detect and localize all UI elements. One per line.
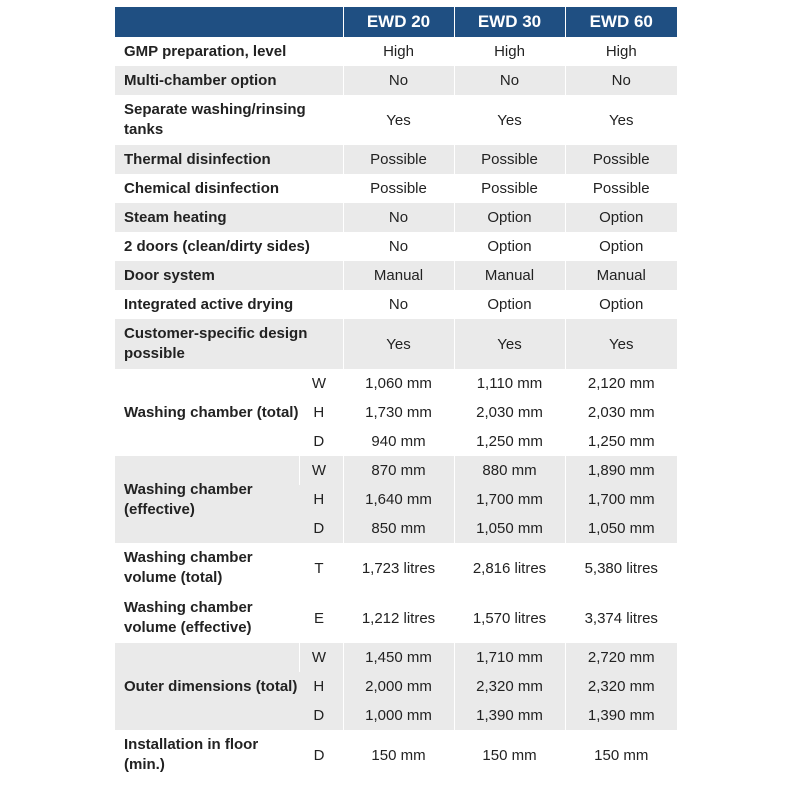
row-label: Chemical disinfection — [115, 174, 343, 203]
cell-value: No — [454, 66, 565, 95]
table-row — [115, 730, 677, 780]
cell-value: 2,320 mm — [454, 672, 565, 701]
cell-value: Yes — [565, 95, 677, 145]
cell-value: 2,120 mm — [565, 369, 677, 398]
cell-value: 1,250 mm — [565, 427, 677, 456]
dimension-letter: W — [299, 456, 343, 485]
cell-value: 1,000 mm — [343, 701, 454, 730]
table-row — [115, 203, 677, 232]
cell-value: High — [565, 37, 677, 66]
cell-value: Possible — [454, 145, 565, 174]
row-label: Integrated active drying — [115, 290, 343, 319]
cell-value: Possible — [565, 174, 677, 203]
row-label: Separate washing/rinsing tanks — [115, 95, 343, 145]
cell-value: 5,380 litres — [565, 543, 677, 593]
cell-value: Manual — [565, 261, 677, 290]
cell-value: Manual — [454, 261, 565, 290]
row-label: Door system — [115, 261, 343, 290]
cell-value: Option — [565, 232, 677, 261]
cell-value: 1,640 mm — [343, 485, 454, 514]
cell-value: 1,110 mm — [454, 369, 565, 398]
row-label: GMP preparation, level — [115, 37, 343, 66]
cell-value: 1,710 mm — [454, 643, 565, 672]
dimension-letter: W — [299, 643, 343, 672]
cell-value: 150 mm — [343, 730, 454, 780]
group-label: Washing chamber volume (effective) — [115, 593, 299, 643]
row-label: Steam heating — [115, 203, 343, 232]
cell-value: 2,030 mm — [454, 398, 565, 427]
cell-value: 1,700 mm — [565, 485, 677, 514]
dimension-letter: H — [299, 398, 343, 427]
table-row — [115, 593, 677, 643]
cell-value: 2,720 mm — [565, 643, 677, 672]
header-ewd60: EWD 60 — [565, 7, 677, 37]
group-label: Washing chamber (effective) — [115, 456, 299, 543]
cell-value: 1,212 litres — [343, 593, 454, 643]
group-label: Washing chamber volume (total) — [115, 543, 299, 593]
table-row — [115, 66, 677, 95]
cell-value: 1,700 mm — [454, 485, 565, 514]
cell-value: 150 mm — [565, 730, 677, 780]
cell-value: 850 mm — [343, 514, 454, 543]
group-label: Outer dimensions (total) — [115, 643, 299, 730]
group-label: Washing chamber (total) — [115, 369, 299, 456]
cell-value: Option — [565, 203, 677, 232]
cell-value: Yes — [343, 95, 454, 145]
cell-value: Option — [565, 290, 677, 319]
cell-value: 1,450 mm — [343, 643, 454, 672]
cell-value: 1,723 litres — [343, 543, 454, 593]
spec-table — [115, 7, 677, 780]
cell-value: 880 mm — [454, 456, 565, 485]
header-corner — [115, 7, 343, 37]
cell-value: 1,050 mm — [565, 514, 677, 543]
dimension-letter: D — [299, 514, 343, 543]
dimension-letter: H — [299, 485, 343, 514]
cell-value: 1,250 mm — [454, 427, 565, 456]
table-row — [115, 369, 677, 398]
dimension-letter: E — [299, 593, 343, 643]
cell-value: Possible — [343, 145, 454, 174]
cell-value: Option — [454, 232, 565, 261]
table-row — [115, 145, 677, 174]
cell-value: No — [565, 66, 677, 95]
cell-value: No — [343, 203, 454, 232]
table-row — [115, 319, 677, 369]
cell-value: Yes — [454, 95, 565, 145]
cell-value: High — [454, 37, 565, 66]
cell-value: Possible — [565, 145, 677, 174]
row-label: Multi-chamber option — [115, 66, 343, 95]
cell-value: 1,050 mm — [454, 514, 565, 543]
table-row — [115, 232, 677, 261]
cell-value: 1,890 mm — [565, 456, 677, 485]
cell-value: Possible — [343, 174, 454, 203]
cell-value: No — [343, 232, 454, 261]
table-row — [115, 290, 677, 319]
cell-value: Manual — [343, 261, 454, 290]
cell-value: 940 mm — [343, 427, 454, 456]
cell-value: Yes — [454, 319, 565, 369]
table-row — [115, 643, 677, 672]
cell-value: 2,030 mm — [565, 398, 677, 427]
table-row — [115, 37, 677, 66]
cell-value: 870 mm — [343, 456, 454, 485]
cell-value: 1,390 mm — [454, 701, 565, 730]
cell-value: No — [343, 290, 454, 319]
header-ewd20: EWD 20 — [343, 7, 454, 37]
cell-value: Option — [454, 290, 565, 319]
cell-value: Yes — [565, 319, 677, 369]
dimension-letter: W — [299, 369, 343, 398]
dimension-letter: H — [299, 672, 343, 701]
table-row — [115, 95, 677, 145]
cell-value: 2,320 mm — [565, 672, 677, 701]
cell-value: 3,374 litres — [565, 593, 677, 643]
header-row — [115, 7, 677, 37]
table-row — [115, 543, 677, 593]
row-label: Customer-specific design possible — [115, 319, 343, 369]
dimension-letter: T — [299, 543, 343, 593]
cell-value: 2,816 litres — [454, 543, 565, 593]
cell-value: 1,730 mm — [343, 398, 454, 427]
table-row — [115, 174, 677, 203]
cell-value: High — [343, 37, 454, 66]
dimension-letter: D — [299, 730, 343, 780]
header-ewd30: EWD 30 — [454, 7, 565, 37]
cell-value: 1,060 mm — [343, 369, 454, 398]
cell-value: Option — [454, 203, 565, 232]
table-row — [115, 261, 677, 290]
dimension-letter: D — [299, 427, 343, 456]
cell-value: No — [343, 66, 454, 95]
cell-value: Yes — [343, 319, 454, 369]
cell-value: 1,570 litres — [454, 593, 565, 643]
cell-value: 2,000 mm — [343, 672, 454, 701]
cell-value: Possible — [454, 174, 565, 203]
row-label: 2 doors (clean/dirty sides) — [115, 232, 343, 261]
cell-value: 1,390 mm — [565, 701, 677, 730]
table-row — [115, 456, 677, 485]
row-label: Thermal disinfection — [115, 145, 343, 174]
cell-value: 150 mm — [454, 730, 565, 780]
dimension-letter: D — [299, 701, 343, 730]
group-label: Installation in floor (min.) — [115, 730, 299, 780]
